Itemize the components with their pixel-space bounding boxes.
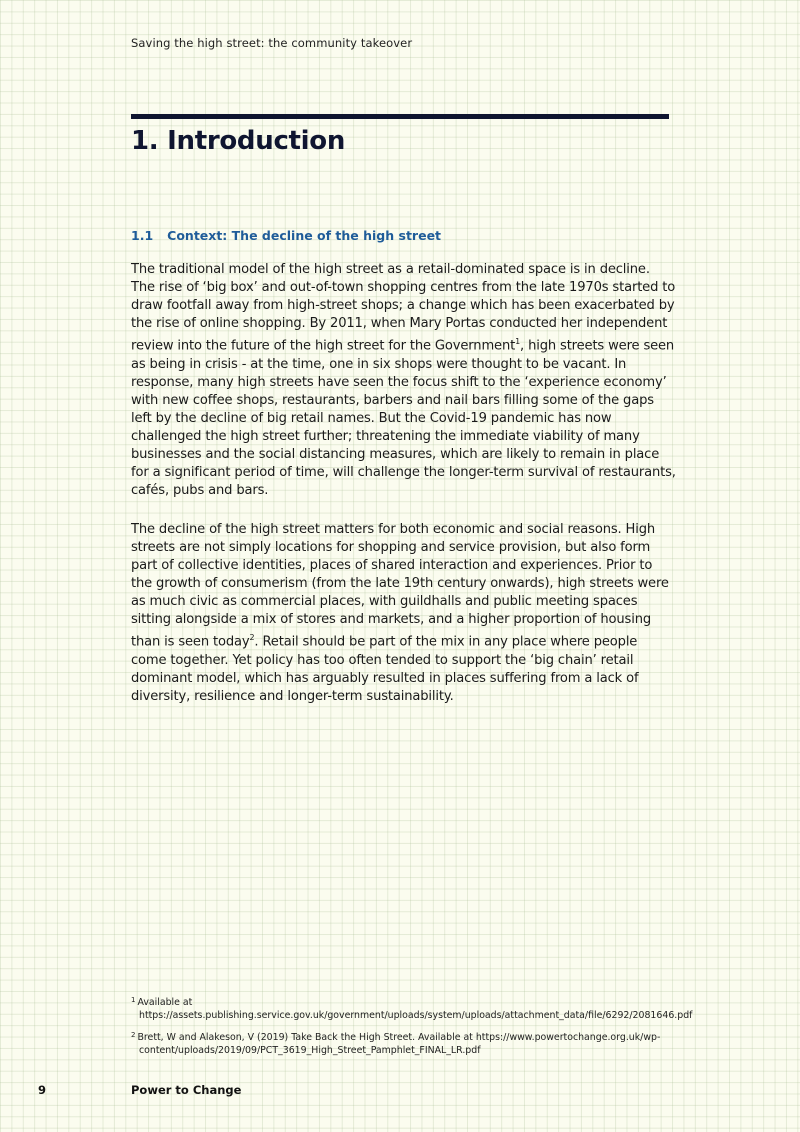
- footnote-text[interactable]: Available at https://assets.publishing.service.gov.uk/government/uploads/system/uploads/attachment_data/file/6292/2081646.pdf: [137, 997, 693, 1021]
- footnote-text[interactable]: Brett, W and Alakeson, V (2019) Take Back the High Street. Available at https://www.powertochange.org.uk/wp-content/uploads/2019/09/PCT_3619_High_Street_Pamphlet_FINAL_LR.pdf: [137, 1032, 661, 1056]
- footnote-marker: 2: [131, 1031, 136, 1039]
- paragraph-text: The traditional model of the high street as a retail-dominated space is in decline. The rise of ‘big box’ and out-of-town shopping centres from the late 1970s started to draw footfall away from high-street shops; a change which has been exacerbated by the rise of online shopping. By 2011, when Mary Portas conducted her independent review into the future of the high street for the Government: [131, 262, 676, 354]
- heading-rule: [131, 114, 669, 119]
- footnotes: [131, 994, 711, 1064]
- footnote-1: [131, 994, 711, 1022]
- paragraph-text: . Retail should be part of the mix in any place where people come together. Yet policy has too often tended to support the ‘big chain’ retail dominant model, which has arguably resulted in places suffering from a lack of diversity, resilience and longer-term sustainability.: [131, 634, 639, 704]
- section-number: 1.1: [131, 228, 154, 243]
- page-number: 9: [38, 1083, 47, 1097]
- paragraph: [131, 521, 676, 706]
- body-text: [131, 261, 676, 726]
- section-title: Context: The decline of the high street: [167, 228, 442, 243]
- paragraph-text: The decline of the high street matters for both economic and social reasons. High streets are not simply locations for shopping and service provision, but also form part of collective identities, places of shared interaction and experiences. Prior to the growth of consumerism (from the late 19th century onwards), high streets were as much civic as commercial places, with guildhalls and public meeting spaces sitting alongside a mix of stores and markets, and a higher proportion of housing than is seen today: [131, 521, 669, 650]
- footnote-marker: 1: [131, 996, 136, 1004]
- section-heading: [131, 228, 441, 243]
- footer-brand: Power to Change: [131, 1083, 242, 1097]
- chapter-title: 1. Introduction: [131, 126, 346, 156]
- footnote-2: [131, 1029, 711, 1057]
- footnote-ref[interactable]: 1: [515, 337, 521, 347]
- running-header: Saving the high street: the community takeover: [131, 36, 413, 50]
- paragraph-text: , high streets were seen as being in crisis - at the time, one in six shops were thought to be vacant. In response, many high streets have seen the focus shift to the ‘experience economy’ with new coffee shops, restaurants, barbers and nail bars filling some of the gaps left by the decline of big retail names. But the Covid-19 pandemic has now challenged the high street further; threatening the immediate viability of many businesses and the social distancing measures, which are likely to remain in place for a significant period of time, will challenge the longer-term survival of restaurants, cafés, pubs and bars.: [131, 338, 676, 499]
- paragraph: [131, 261, 676, 501]
- footnote-ref[interactable]: 2: [249, 633, 255, 643]
